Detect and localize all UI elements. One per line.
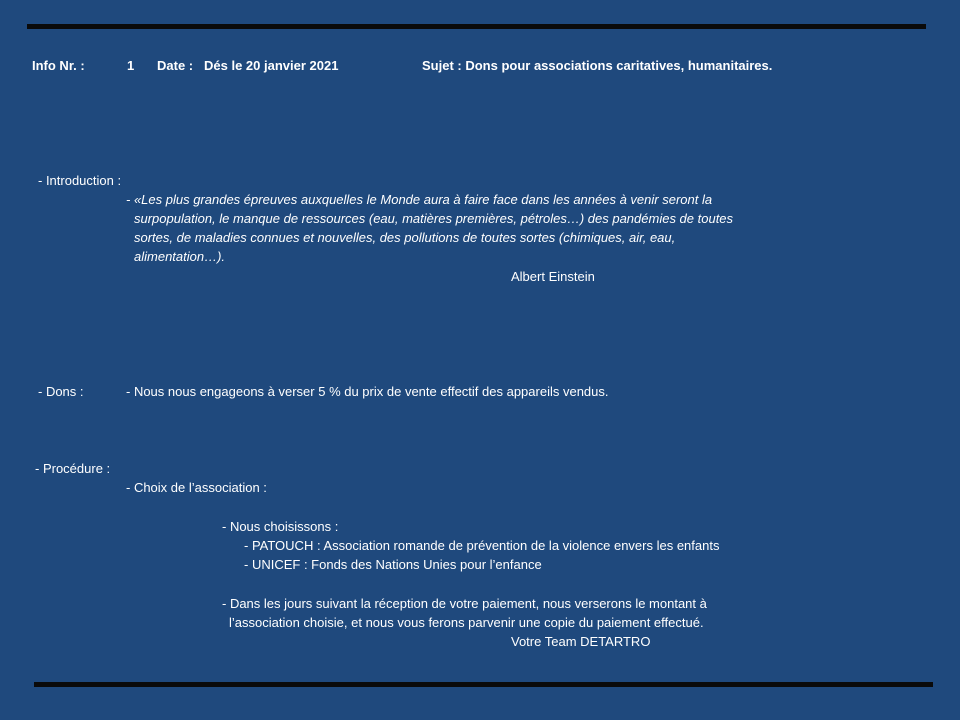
payment-line: l’association choisie, et nous vous ferons parvenir une copie du paiement effectué.: [229, 615, 704, 630]
payment-line: - Dans les jours suivant la réception de votre paiement, nous verserons le montant à: [222, 596, 707, 611]
association-item: - UNICEF : Fonds des Nations Unies pour l’enfance: [244, 557, 542, 572]
date-value: Dés le 20 janvier 2021: [204, 58, 339, 73]
quote-line: sortes, de maladies connues et nouvelles, des pollutions de toutes sortes (chimiques, air, eau,: [134, 230, 676, 245]
bottom-divider: [34, 682, 933, 687]
quote-line: surpopulation, le manque de ressources (eau, matières premières, pétroles…) des pandémies de toutes: [134, 211, 734, 226]
date-label: Date :: [157, 58, 194, 73]
quote-line: - «Les plus grandes épreuves auxquelles le Monde aura à faire face dans les années à venir seront la: [126, 192, 713, 207]
subject: Sujet : Dons pour associations caritatives, humanitaires.: [422, 58, 773, 73]
info-number: 1: [127, 58, 135, 73]
dons-text: - Nous nous engageons à verser 5 % du prix de vente effectif des appareils vendus.: [126, 384, 609, 399]
association-item: - PATOUCH : Association romande de prévention de la violence envers les enfants: [244, 538, 720, 553]
procedure-label: - Procédure :: [35, 461, 111, 476]
association-choice: - Choix de l’association :: [126, 480, 267, 495]
dons-label: - Dons :: [38, 384, 84, 399]
top-divider: [27, 24, 926, 29]
quote-author: Albert Einstein: [511, 269, 595, 284]
we-choose: - Nous choisissons :: [222, 519, 339, 534]
signature: Votre Team DETARTRO: [511, 634, 651, 649]
quote-line: alimentation…).: [134, 249, 226, 264]
introduction-label: - Introduction :: [38, 173, 122, 188]
info-label: Info Nr. :: [32, 58, 85, 73]
